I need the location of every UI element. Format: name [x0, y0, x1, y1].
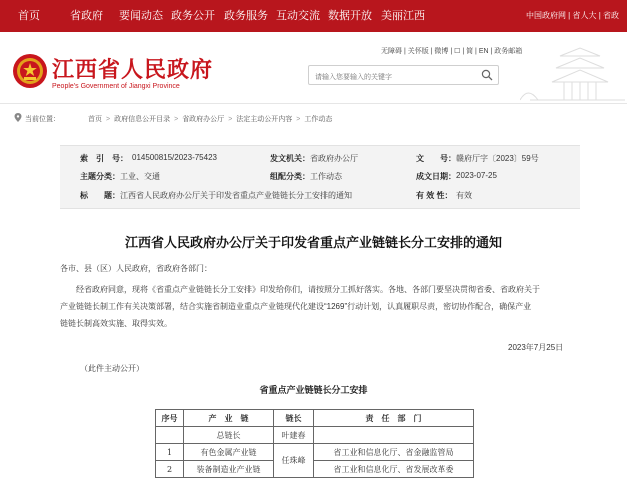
subject-label: 主题分类： — [80, 172, 120, 181]
row-dept: 省工业和信息化厅、省金融监管局 — [314, 444, 474, 461]
nav-beautiful-jiangxi[interactable]: 美丽江西 — [381, 10, 425, 22]
breadcrumb-item-statutory-content[interactable]: 法定主动公开内容 — [236, 116, 293, 123]
national-emblem-icon — [12, 53, 48, 89]
header-leader: 链长 — [274, 410, 314, 427]
row-chain: 总链长 — [184, 427, 274, 444]
breadcrumb-item-general-office[interactable]: 省政府办公厅 — [182, 116, 225, 123]
document-date: 2023年7月25日 — [508, 343, 564, 352]
validity-value: 有效 — [456, 191, 472, 200]
group-label: 组配分类： — [270, 172, 310, 181]
breadcrumb-item-home[interactable]: 首页 — [88, 116, 102, 123]
row-leader: 叶建春 — [274, 427, 314, 444]
nav-data-open[interactable]: 数据开放 — [328, 10, 372, 22]
nav-interaction[interactable]: 互动交流 — [276, 10, 320, 22]
table-row — [156, 461, 474, 478]
document-body-line-3: 链链长制高效实施、取得实效。 — [60, 319, 172, 328]
nav-provincial-government[interactable]: 省政府 — [70, 10, 103, 22]
breadcrumb-separator: > — [228, 116, 233, 123]
search-bar — [308, 65, 499, 85]
table-header-row — [156, 410, 474, 427]
docno-value: 赣府厅字〔2023〕59号 — [456, 154, 539, 163]
breadcrumb-item-work-updates[interactable]: 工作动态 — [304, 116, 333, 123]
header-dept: 责 任 部 门 — [314, 410, 474, 427]
breadcrumb-separator: > — [296, 116, 301, 123]
index-value: 014500815/2023-75423 — [132, 153, 217, 162]
header-divider — [0, 103, 627, 104]
issuer-value: 省政府办公厅 — [310, 154, 358, 163]
index-label: 索 引 号： — [80, 154, 128, 163]
breadcrumb-label: 当前位置： — [25, 116, 60, 123]
date-value: 2023-07-25 — [456, 171, 497, 180]
title-value: 江西省人民政府办公厅关于印发省重点产业链链长分工安排的通知 — [120, 191, 352, 200]
site-subtitle: People's Government of Jiangxi Province — [52, 83, 180, 90]
breadcrumb-separator: > — [106, 116, 111, 123]
location-pin-icon — [14, 113, 22, 122]
header-utility-links[interactable]: 无障碍 | 关怀版 | 微博 | ☐ | 简 | EN | 政务邮箱 — [381, 48, 523, 55]
date-label: 成文日期： — [416, 172, 456, 181]
row-chain: 装备制造业产业链 — [184, 461, 274, 478]
chain-leader-table — [155, 409, 474, 478]
table-row — [156, 427, 474, 444]
row-no: 2 — [156, 461, 184, 478]
disclosure-note: （此件主动公开） — [80, 364, 144, 373]
document-salutation: 各市、县（区）人民政府，省政府各部门： — [60, 264, 212, 273]
nav-news[interactable]: 要闻动态 — [119, 10, 163, 22]
document-body-line-2: 产业链链长制工作有关决策部署，结合实施省制造业重点产业链现代化建设“1269”行动计划，认真履职尽责，密切协作配合，确保产业 — [60, 302, 532, 311]
nav-external-links[interactable]: 中国政府网 | 省人大 | 省政 — [525, 11, 619, 20]
breadcrumb-item-catalog[interactable]: 政府信息公开目录 — [114, 116, 171, 123]
title-label: 标 题： — [80, 191, 120, 200]
subject-value: 工业、交通 — [120, 172, 160, 181]
row-no — [156, 427, 184, 444]
row-no: 1 — [156, 444, 184, 461]
breadcrumb — [14, 113, 332, 125]
document-title: 江西省人民政府办公厅关于印发省重点产业链链长分工安排的通知 — [124, 235, 502, 250]
header-chain: 产 业 链 — [184, 410, 274, 427]
site-title[interactable]: 江西省人民政府 — [52, 57, 214, 83]
row-dept — [314, 427, 474, 444]
nav-gov-services[interactable]: 政务服务 — [224, 10, 268, 22]
group-value: 工作动态 — [310, 172, 342, 181]
row-leader: 任珠峰 — [274, 444, 314, 478]
top-nav — [0, 0, 627, 32]
table-row — [156, 444, 474, 461]
row-chain: 有色金属产业链 — [184, 444, 274, 461]
nav-home[interactable]: 首页 — [18, 10, 40, 22]
document-body-line-1: 经省政府同意，现将《省重点产业链链长分工安排》印发给你们，请按照分工抓好落实。各地、各部门要坚决贯彻省委、省政府关于 — [76, 285, 540, 294]
docno-label: 文 号： — [416, 154, 456, 163]
site-header — [0, 32, 627, 104]
nav-gov-affairs-open[interactable]: 政务公开 — [171, 10, 215, 22]
row-dept: 省工业和信息化厅、省发展改革委 — [314, 461, 474, 478]
table-title: 省重点产业链链长分工安排 — [259, 385, 368, 395]
pavilion-decoration-icon — [520, 36, 627, 104]
issuer-label: 发文机关： — [270, 154, 310, 163]
search-icon[interactable] — [481, 69, 493, 81]
breadcrumb-separator: > — [174, 116, 179, 123]
validity-label: 有 效 性： — [416, 191, 453, 200]
search-input[interactable] — [309, 69, 469, 87]
header-no: 序号 — [156, 410, 184, 427]
document-metadata — [60, 145, 580, 209]
